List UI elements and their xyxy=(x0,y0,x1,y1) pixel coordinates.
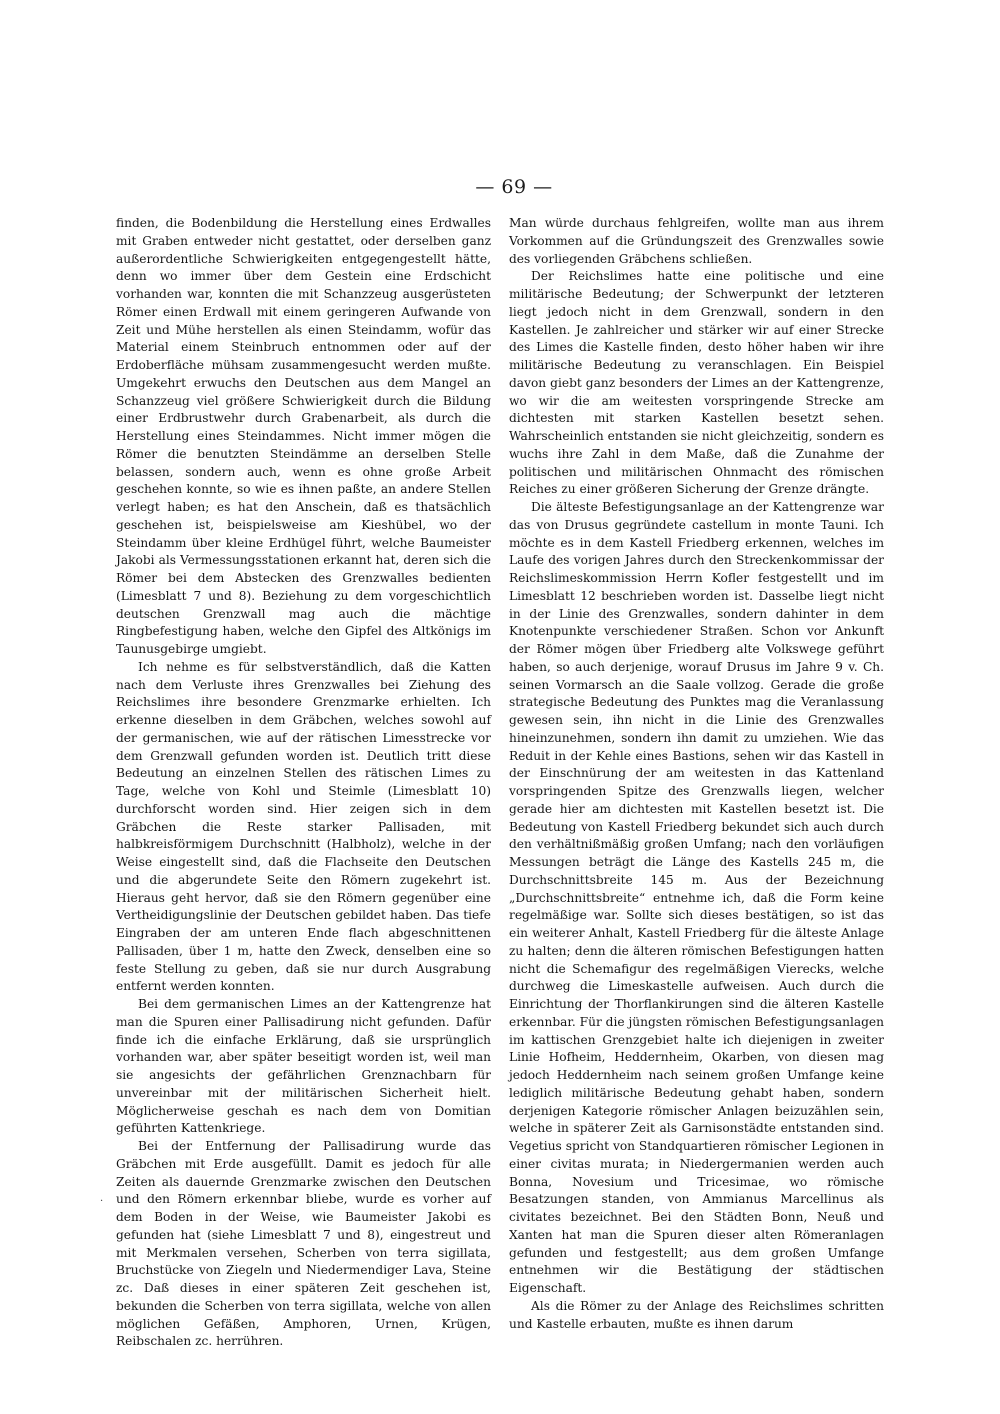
paragraph: Ich nehme es für selbstverständlich, daß die Katten nach dem Verluste ihres Grenzwalles bei Ziehung des Reichslimes ihre besondere Grenzmarke erhielten. Ich erkenne dieselben in dem Gräbchen, welches sowohl auf der germanischen, wie auf der rätischen Limesstrecke vor dem Grenzwall gefunden worden ist. Deutlich tritt diese Bedeutung an einzelnen Stellen des rätischen Limes zu Tage, welche von Kohl und Steimle (Limesblatt 10) durchforscht worden sind. Hier zeigen sich in dem Gräbchen die Reste starker Pallisaden, mit halbkreisförmigem Durchschnitt (Halbholz), welche in der Weise eingestellt sind, daß die Flachseite den Deutschen und die abgerundete Seite den Römern zugekehrt ist. Hieraus geht hervor, daß sie den Römern gegenüber eine Vertheidigungslinie der Deutschen gebildet haben. Das tiefe Eingraben der am unteren Ende flach abgeschnittenen Pallisaden, über 1 m, hatte den Zweck, denselben eine so feste Stellung zu geben, daß sie nur durch Ausgrabung entfernt werden konnten. xyxy=(116,659,491,994)
paragraph: Als die Römer zu der Anlage des Reichslimes schritten und Kastelle erbauten, mußte es ihnen darum xyxy=(509,1298,884,1331)
right-text-column xyxy=(509,215,884,1333)
paragraph: Der Reichslimes hatte eine politische und eine militärische Bedeutung; der Schwerpunkt der letzteren liegt jedoch nicht in dem Grenzwall, sondern in den Kastellen. Je zahlreicher und stärker wir auf einer Strecke des Limes die Kastelle finden, desto höher haben wir ihre militärische Bedeutung zu veranschlagen. Ein Beispiel davon giebt ganz besonders der Limes an der Kattengrenze, wo wir die am weitesten vorspringende Strecke am dichtesten mit starken Kastellen besetzt sehen. Wahrscheinlich entstanden sie nicht gleichzeitig, sondern es wuchs ihre Zahl in dem Maße, daß die Zunahme der politischen und militärischen Ohnmacht des römischen Reiches zu einer größeren Sicherung der Grenze drängte. xyxy=(509,269,884,497)
paragraph: Bei dem germanischen Limes an der Kattengrenze hat man die Spuren einer Pallisadirung nicht gefunden. Dafür finde ich die einfache Erklärung, daß sie ursprünglich vorhanden war, aber später beseitigt worden ist, weil man sie angesichts der gefährlichen Grenznachbarn für unvereinbar mit der militärischen Sicherheit hielt. Möglicherweise geschah es nach dem von Domitian geführten Kattenkriege. xyxy=(116,997,491,1136)
paragraph: finden, die Bodenbildung die Herstellung eines Erdwalles mit Graben entweder nicht gestattet, oder derselben ganz außerordentliche Schwierigkeiten entgegengestellt hätte, denn wo immer über dem Gestein eine Erdschicht vorhanden war, konnten die mit Schanzzeug ausgerüsteten Römer einen Erdwall mit einem geringeren Aufwande von Zeit und Mühe herstellen als einen Steindamm, wofür das Material einem Steinbruch entnommen oder auf der Erdoberfläche mühsam zusammengesucht werden mußte. Umgekehrt erwuchs den Deutschen aus dem Mangel an Schanzzeug viel größere Schwierigkeit durch die Bildung einer Erdbrustwehr durch Grabenarbeit, als durch die Herstellung eines Steindammes. Nicht immer mögen die Römer die benutzten Steindämme an derselben Stelle belassen, sondern auch, wenn es ohne große Arbeit geschehen konnte, so wie es ihnen paßte, an andere Stellen verlegt haben; es hat den Anschein, daß es thatsächlich geschehen ist, beispielsweise am Kieshübel, wo der Steindamm über kleine Erdhügel führt, welche Baumeister Jakobi als Vermessungsstationen erkannt hat, deren sich die Römer bei dem Abstecken des Grenzwalles bedienten (Limesblatt 7 und 8). Beziehung zu dem vorgeschichtlich deutschen Grenzwall mag auch die mächtige Ringbefestigung haben, welche den Gipfel des Altkönigs im Taunusgebirge umgiebt. xyxy=(116,216,491,656)
page-number: — 69 — xyxy=(475,176,553,198)
paragraph: Bei der Entfernung der Pallisadirung wurde das Gräbchen mit Erde ausgefüllt. Damit es jedoch für alle Zeiten als dauernde Grenzmarke zwischen den Deutschen und den Römern erkennbar bliebe, wurde es vorher auf dem Boden in der Weise, wie Baumeister Jakobi es gefunden hat (siehe Limesblatt 7 und 8), eingestreut und mit Merkmalen versehen, Scherben von terra sigillata, Bruchstücke von Ziegeln und Niedermendiger Lava, Steine zc. Daß dieses in einer späteren Zeit geschehen ist, bekunden die Scherben von terra sigillata, welche von allen möglichen Gefäßen, Amphoren, Urnen, Krügen, Reibschalen zc. herrühren. xyxy=(116,1139,491,1349)
margin-mark: · xyxy=(100,1196,104,1207)
column-divider xyxy=(499,215,500,1210)
left-text-column xyxy=(116,215,491,1351)
paragraph: Man würde durchaus fehlgreifen, wollte man aus ihrem Vorkommen auf die Gründungszeit des Grenzwalles sowie des vorliegenden Gräbchens schließen. xyxy=(509,216,884,266)
paragraph: Die älteste Befestigungsanlage an der Kattengrenze war das von Drusus gegründete castellum in monte Tauni. Ich möchte es in dem Kastell Friedberg erkennen, welches im Laufe des vorigen Jahres durch den Streckenkommissar der Reichslimeskommission Herrn Kofler festgestellt und im Limesblatt 12 beschrieben worden ist. Dasselbe liegt nicht in der Linie des Grenzwalles, sondern dahinter in dem Knotenpunkte verschiedener Straßen. Schon vor Ankunft der Römer mögen über Friedberg alte Volkswege geführt haben, so auch derjenige, worauf Drusus im Jahre 9 v. Ch. seinen Vormarsch an die Saale vollzog. Gerade die große strategische Bedeutung des Punktes mag die Veranlassung gewesen sein, ihn nicht in die Linie des Grenzwalles hineinzunehmen, sondern ihn damit zu umziehen. Wie das Reduit in der Kehle eines Bastions, sehen wir das Kastell in der Einschnürung der am weitesten in das Kattenland vorspringenden Spitze des Grenzwalls liegen, welcher gerade hier am dichtesten mit Kastellen besetzt ist. Die Bedeutung von Kastell Friedberg bekundet sich auch durch den verhältnißmäßig großen Umfang; nach den vorläufigen Messungen beträgt die Länge des Kastells 245 m, die Durchschnittsbreite 145 m. Aus der Bezeichnung „Durchschnittsbreite“ entnehme ich, daß die Form keine regelmäßige war. Sollte sich dieses bestätigen, so ist das ein weiterer Anhalt, Kastell Friedberg für die älteste Anlage zu halten; denn die älteren römischen Befestigungen hatten nicht die Schemafigur des regelmäßigen Vierecks, welche durchweg die Limeskastelle aufweisen. Auch durch die Einrichtung der Thorflankirungen sind die älteren Kastelle erkennbar. Für die jüngsten römischen Befestigungsanlagen im kattischen Grenzgebiet halte ich diejenigen in zweiter Linie Hofheim, Heddernheim, Okarben, von diesen mag jedoch Heddernheim nach seinem großen Umfange keine lediglich militärische Bedeutung gehabt haben, sondern derjenigen Kategorie römischer Anlagen beizuzählen sein, welche in späterer Zeit als Garnisonstädte entstanden sind. Vegetius spricht von Standquartieren römischer Legionen in einer civitas murata; in Niedergermanien werden auch Bonna, Novesium und Tricesimae, wo römische Besatzungen standen, von Ammianus Marcellinus als civitates bezeichnet. Bei den Städten Bonn, Neuß und Xanten hat man die Spuren dieser alten Römeranlagen gefunden und festgestellt; aus dem großen Umfange entnehmen wir die Bestätigung der städtischen Eigenschaft. xyxy=(509,500,884,1295)
